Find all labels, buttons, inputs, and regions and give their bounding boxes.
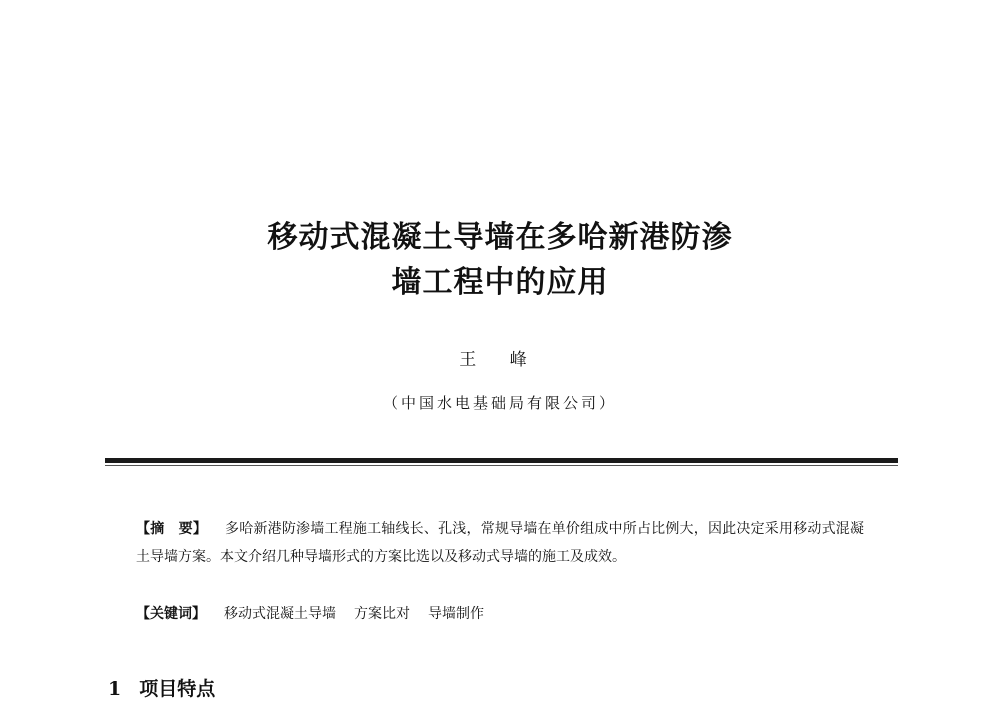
header-divider-thin xyxy=(105,465,898,466)
section-number: 1 xyxy=(108,678,122,700)
author-affiliation: （中国水电基础局有限公司） xyxy=(382,394,617,412)
author-name: 王 峰 xyxy=(459,350,541,370)
keyword-item: 导墙制作 xyxy=(428,606,484,622)
keywords xyxy=(136,600,864,628)
keyword-item: 移动式混凝土导墙 xyxy=(224,606,336,622)
paper-title-line-2: 墙工程中的应用 xyxy=(391,265,609,300)
paper-title-line-1: 移动式混凝土导墙在多哈新港防渗 xyxy=(267,220,733,255)
keywords-label: 【关键词】 xyxy=(136,606,206,622)
abstract-text: 多哈新港防渗墙工程施工轴线长、孔浅，常规导墙在单价组成中所占比例大，因此决定采用移动式混凝土导墙方案。本文介绍几种导墙形式的方案比选以及移动式导墙的施工及成效。 xyxy=(136,521,865,565)
header-divider-thick xyxy=(105,458,898,463)
keyword-item: 方案比对 xyxy=(354,606,410,622)
section-heading xyxy=(108,674,215,701)
abstract xyxy=(136,515,864,571)
abstract-label: 【摘 要】 xyxy=(136,521,208,537)
section-title: 项目特点 xyxy=(139,678,216,700)
